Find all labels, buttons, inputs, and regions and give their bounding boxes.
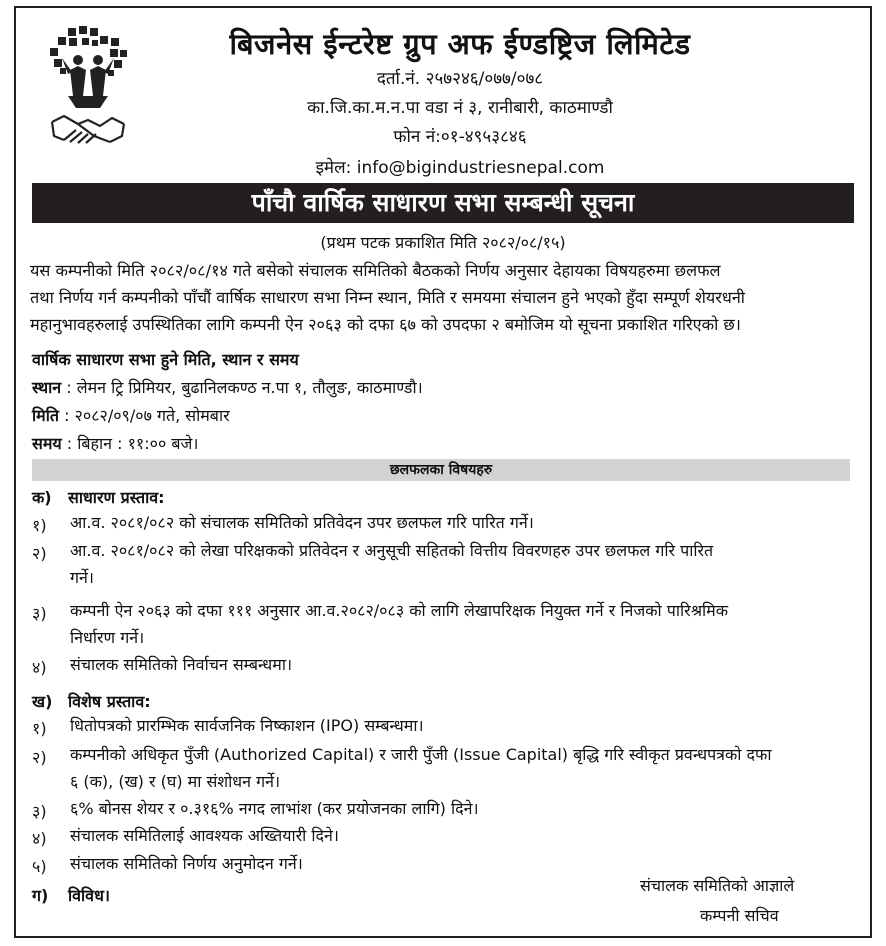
meeting-date (32, 404, 230, 426)
meeting-heading: वार्षिक साधारण सभा हुने मिति, स्थान र समय (32, 350, 299, 369)
general-proposal-heading (32, 486, 165, 508)
paragraph-line: महानुभावहरुलाई उपस्थितिका लागि कम्पनी ऐन २०६३ को दफा ६७ को उपदफा २ बमोजिम यो सूचना प्रकाशित गरिएको छ। (30, 315, 741, 334)
place-label: स्थान (32, 378, 62, 397)
list-item-number: १) (32, 516, 47, 535)
paragraph-line: तथा निर्णय गर्न कम्पनीको पाँचौं वार्षिक साधारण सभा निम्न स्थान, मिति र समयमा संचालन हुने भएको हुँदा सम्पूर्ण शेयरधनी (30, 288, 745, 307)
place-value: : लेमन ट्रि प्रिमियर, बुढानिलकण्ठ न.पा १, तौलुङ, काठमाण्डौ। (66, 378, 423, 397)
list-item: आ.व. २०८१/०८२ को लेखा परिक्षकको प्रतिवेदन र अनुसूची सहितको वित्तीय विवरणहरु उपर छलफल गरि पारित (70, 541, 714, 560)
notice-title: पाँचौ वार्षिक साधारण सभा सम्बन्धी सूचना (32, 183, 854, 223)
registration-number: दर्ता.नं. २५७२४६/०७७/०७८ (376, 69, 544, 89)
date-value: : २०८२/०९/०७ गते, सोमबार (64, 406, 230, 425)
list-item: संचालक समितिलाई आवश्यक अख्तियारी दिने। (70, 826, 339, 845)
list-item-number: ४) (32, 658, 47, 677)
publication-date: (प्रथम पटक प्रकाशित मिति २०८२/०८/१५) (320, 233, 566, 252)
signature-line-1: संचालक समितिको आज्ञाले (640, 876, 795, 895)
list-item-number: ४) (32, 829, 47, 848)
company-logo-icon (48, 26, 128, 146)
section-title: साधारण प्रस्ताव: (68, 488, 165, 507)
section-marker: क) (32, 488, 52, 507)
list-item-number: २) (32, 544, 47, 563)
list-item: संचालक समितिको निर्वाचन सम्बन्धमा। (70, 655, 293, 674)
list-item-number: १) (32, 719, 47, 738)
list-item-continuation: ६ (क), (ख) र (घ) मा संशोधन गर्ने। (70, 772, 281, 791)
list-item-continuation: निर्धारण गर्ने। (70, 628, 145, 647)
company-name: बिजनेस ईन्टरेष्ट ग्रुप अफ ईण्डष्ट्रिज लिमिटेड (229, 27, 691, 61)
agenda-heading: छलफलका विषयहरु (32, 459, 850, 481)
company-address: का.जि.का.म.न.पा वडा नं ३, रानीबारी, काठमाण्डौ (307, 98, 613, 118)
list-item-number: ५) (32, 857, 47, 876)
date-label: मिति (32, 406, 59, 425)
section-title: विशेष प्रस्ताव: (68, 692, 151, 711)
section-title: विविध। (68, 886, 110, 905)
list-item: ६% बोनस शेयर र ०.३१६% नगद लाभांश (कर प्रयोजनका लागि) दिने। (70, 799, 479, 818)
list-item: धितोपत्रको प्रारम्भिक सार्वजनिक निष्काशन (IPO) सम्बन्धमा। (70, 716, 424, 735)
section-marker: ग) (32, 886, 49, 905)
special-proposal-heading (32, 690, 151, 712)
company-phone: फोन नं:०१-४९५३८४६ (393, 127, 527, 147)
time-label: समय (32, 434, 62, 453)
list-item: आ.व. २०८१/०८२ को संचालक समितिको प्रतिवेदन उपर छलफल गरि पारित गर्ने। (70, 513, 534, 532)
list-item: कम्पनीको अधिकृत पुँजी (Authorized Capital) र जारी पुँजी (Issue Capital) बृद्धि गरि स्वीकृत प्रवन्धपत्रको दफा (70, 745, 772, 764)
meeting-place (32, 376, 423, 398)
list-item-number: ३) (32, 604, 47, 623)
list-item: कम्पनी ऐन २०६३ को दफा १११ अनुसार आ.व.२०८२/०८३ को लागि लेखापरिक्षक नियुक्त गर्ने र निजको पारिश्रमिक (70, 601, 729, 620)
notice-paragraph (30, 257, 856, 338)
time-value: : बिहान : ११:०० बजे। (66, 434, 199, 453)
company-email: इमेल: info@bigindustriesnepal.com (315, 158, 605, 178)
list-item-number: २) (32, 748, 47, 767)
misc-heading (32, 884, 110, 906)
meeting-time (32, 432, 198, 454)
signature-line-2: कम्पनी सचिव (700, 906, 779, 925)
paragraph-line: यस कम्पनीको मिति २०८२/०८/१४ गते बसेको संचालक समितिको बैठकको निर्णय अनुसार देहायका विषयहरुमा छलफल (30, 261, 721, 280)
section-marker: ख) (32, 692, 53, 711)
list-item-continuation: गर्ने। (70, 568, 94, 587)
list-item: संचालक समितिको निर्णय अनुमोदन गर्ने। (70, 854, 303, 873)
list-item-number: ३) (32, 802, 47, 821)
